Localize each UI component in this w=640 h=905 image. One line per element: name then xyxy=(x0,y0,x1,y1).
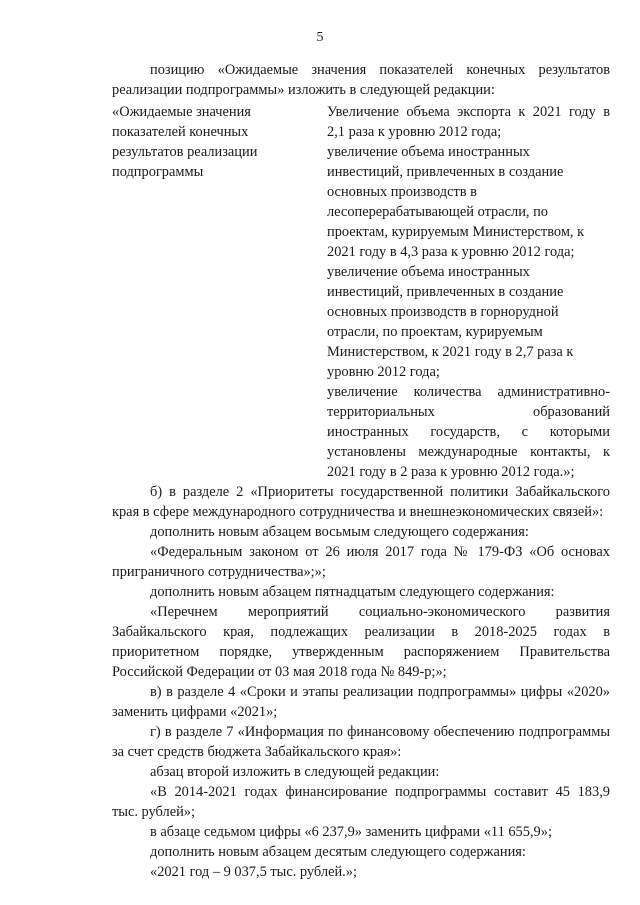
table-left-line: подпрограммы xyxy=(112,164,204,180)
amendment-paragraph: абзац второй изложить в следующей редакции: xyxy=(150,764,440,780)
document-body xyxy=(112,60,610,882)
table-right-line: иностранных государств, с которыми xyxy=(327,424,610,440)
table-right-line: увеличение объема иностранных xyxy=(327,264,530,280)
amendment-paragraph: «В 2014-2021 годах финансирование подпрограммы составит 45 183,9 тыс. рублей»; xyxy=(112,784,610,820)
table-right-column xyxy=(327,102,610,482)
amendment-paragraph: дополнить новым абзацем восьмым следующего содержания: xyxy=(150,524,529,540)
table-right-line: проектам, курируемым Министерством, к xyxy=(327,224,585,240)
amendment-paragraph: «Перечнем мероприятий социально-экономического развития Забайкальского края, подлежащих реализации в 2018-2025 годах в приоритетном порядке, утвержденным распоряжением Правительства Российской Федерации от 03 мая 2018 года № 849-р;»; xyxy=(112,604,610,680)
table-right-line: основных производств в горнорудной xyxy=(327,304,559,320)
table-right-line: Министерством, к 2021 году в 2,7 раза к xyxy=(327,344,574,360)
table-right-line: уровню 2012 года; xyxy=(327,364,440,380)
indicator-table xyxy=(112,102,610,482)
table-left-line: результатов реализации xyxy=(112,144,258,160)
table-right-line: территориальных образований xyxy=(327,404,610,420)
amendment-paragraph: в абзаце седьмом цифры «6 237,9» заменить цифрами «11 655,9»; xyxy=(150,824,552,840)
intro-paragraph: позицию «Ожидаемые значения показателей конечных результатов реализации подпрограммы» изложить в следующей редакции: xyxy=(112,62,610,98)
amendment-paragraph: дополнить новым абзацем десятым следующего содержания: xyxy=(150,844,526,860)
amendment-paragraph: дополнить новым абзацем пятнадцатым следующего содержания: xyxy=(150,584,555,600)
table-right-line: основных производств в xyxy=(327,184,477,200)
table-left-line: «Ожидаемые значения xyxy=(112,104,251,120)
table-right-line: 2021 году в 2 раза к уровню 2012 года.»; xyxy=(327,464,575,480)
table-right-line: установлены международные контакты, к xyxy=(327,444,610,460)
table-right-line: увеличение количества административно- xyxy=(327,384,610,400)
table-right-line: отрасли, по проектам, курируемым xyxy=(327,324,543,340)
amendment-paragraph: б) в разделе 2 «Приоритеты государственной политики Забайкальского края в сфере международного сотрудничества и внешнеэкономических связей»: xyxy=(112,484,610,520)
amendment-paragraph: в) в разделе 4 «Сроки и этапы реализации подпрограммы» цифры «2020» заменить цифрами «2021»; xyxy=(112,684,610,720)
table-left-column xyxy=(112,102,327,482)
amendment-paragraph: г) в разделе 7 «Информация по финансовому обеспечению подпрограммы за счет средств бюджета Забайкальского края»: xyxy=(112,724,610,760)
amendment-paragraph: «2021 год – 9 037,5 тыс. рублей.»; xyxy=(150,864,357,880)
table-right-line: увеличение объема иностранных xyxy=(327,144,530,160)
amendment-paragraph: «Федеральным законом от 26 июля 2017 года № 179-ФЗ «Об основах приграничного сотрудничества»;»; xyxy=(112,544,610,580)
table-right-line: инвестиций, привлеченных в создание xyxy=(327,284,564,300)
table-right-line: 2021 году в 4,3 раза к уровню 2012 года; xyxy=(327,244,575,260)
table-right-line: инвестиций, привлеченных в создание xyxy=(327,164,564,180)
amendment-paragraphs xyxy=(112,482,610,882)
table-right-line: Увеличение объема экспорта к 2021 году в xyxy=(327,104,610,120)
page-number: 5 xyxy=(316,30,324,45)
table-right-line: лесоперерабатывающей отрасли, по xyxy=(327,204,548,220)
table-right-line: 2,1 раза к уровню 2012 года; xyxy=(327,124,502,140)
table-left-line: показателей конечных xyxy=(112,124,249,140)
